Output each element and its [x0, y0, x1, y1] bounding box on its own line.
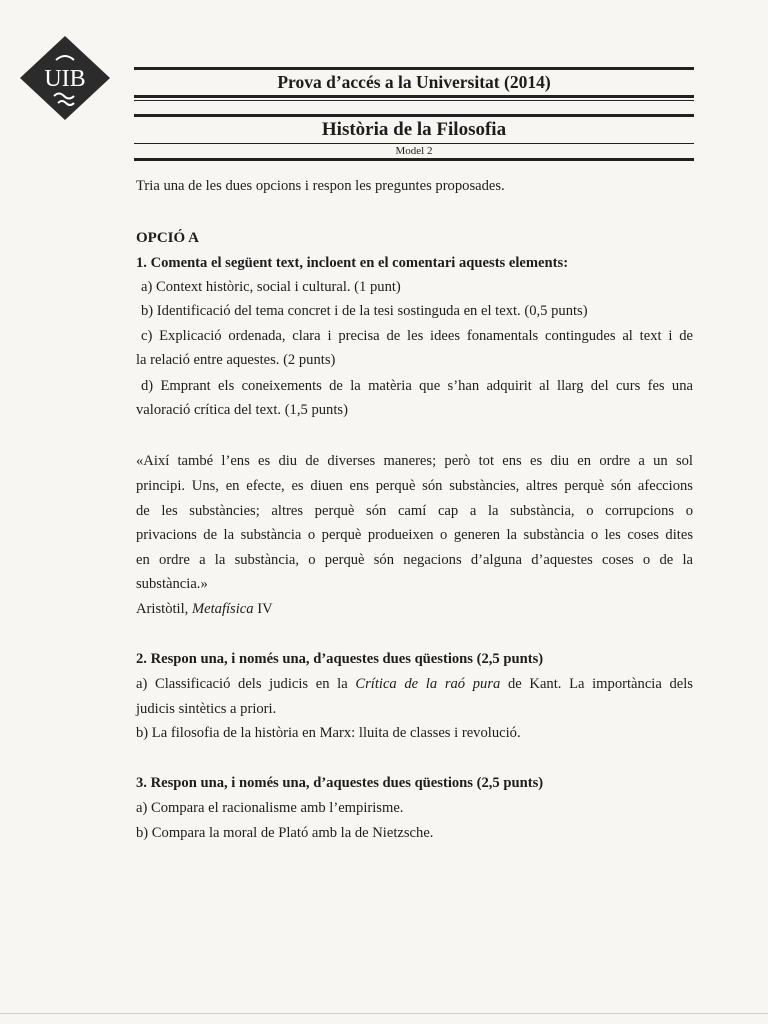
quote-author: Aristòtil,	[136, 601, 192, 617]
quote-line: principi. Uns, en efecte, es diuen ens perquè són substàncies, altres perquè són afeccions	[136, 478, 693, 494]
quote-line: «Així també l’ens es diu de diverses maneres; però tot ens es diu en ordre a un sol	[136, 453, 693, 469]
q1-item-a: a) Context històric, social i cultural. (1 punt)	[141, 279, 401, 295]
q2-item-a-line1	[136, 676, 693, 693]
quote-line: en ordre a la substància, o perquè són negacions d’alguna d’aquestes coses o de la	[136, 552, 693, 568]
quote-line: privacions de la substància o perquè produeixen o generen la substància o les coses dites	[136, 527, 693, 543]
q2-a-text: a) Classificació dels judicis en la	[136, 676, 356, 692]
intro-text: Tria una de les dues opcions i respon les preguntes proposades.	[136, 178, 505, 194]
uib-logo	[18, 34, 112, 122]
q1-item-c-line2: la relació entre aquestes. (2 punts)	[136, 352, 336, 368]
option-a-heading: OPCIÓ A	[136, 230, 199, 246]
header-rule	[134, 100, 694, 101]
model-label: Model 2	[395, 145, 433, 157]
q3-item-a: a) Compara el racionalisme amb l’empirisme.	[136, 800, 404, 816]
q2-a-text-end: de Kant. La importància dels	[500, 676, 693, 692]
header-rule	[134, 95, 694, 98]
q2-item-a-line2: judicis sintètics a priori.	[136, 701, 277, 717]
page-edge	[0, 1013, 768, 1024]
header-rule	[134, 158, 694, 161]
q3-title: 3. Respon una, i només una, d’aquestes dues qüestions (2,5 punts)	[136, 775, 544, 791]
q1-item-b: b) Identificació del tema concret i de la tesi sostinguda en el text. (0,5 punts)	[141, 303, 588, 319]
quote-work: Metafísica	[191, 601, 254, 617]
quote-line: substància.»	[136, 576, 208, 592]
q1-item-d-line1: d) Emprant els coneixements de la matèria que s’han adquirit al llarg del curs fes una	[141, 378, 693, 394]
quote-attribution	[136, 601, 693, 618]
q1-item-c-line1: c) Explicació ordenada, clara i precisa de les idees fonamentals contingudes al text i de	[141, 328, 693, 344]
subject-title: Història de la Filosofia	[321, 119, 507, 140]
q2-a-work: Crítica de la raó pura	[355, 676, 501, 692]
header-rule	[134, 114, 694, 117]
q2-item-b: b) La filosofia de la història en Marx: lluita de classes i revolució.	[136, 725, 521, 741]
q1-title: 1. Comenta el següent text, incloent en el comentari aquests elements:	[136, 255, 569, 271]
quote-line: de les substàncies; altres perquè són camí cap a la substància, o corrupcions o	[136, 503, 693, 519]
header-rule	[134, 143, 694, 144]
q3-item-b: b) Compara la moral de Plató amb la de Nietzsche.	[136, 825, 434, 841]
logo-text: UIB	[44, 66, 86, 92]
q2-title: 2. Respon una, i només una, d’aquestes dues qüestions (2,5 punts)	[136, 651, 544, 667]
q1-item-d-line2: valoració crítica del text. (1,5 punts)	[136, 402, 348, 418]
exam-title: Prova d’accés a la Universitat (2014)	[277, 72, 551, 92]
quote-book: IV	[253, 601, 273, 617]
header-rule	[134, 67, 694, 70]
